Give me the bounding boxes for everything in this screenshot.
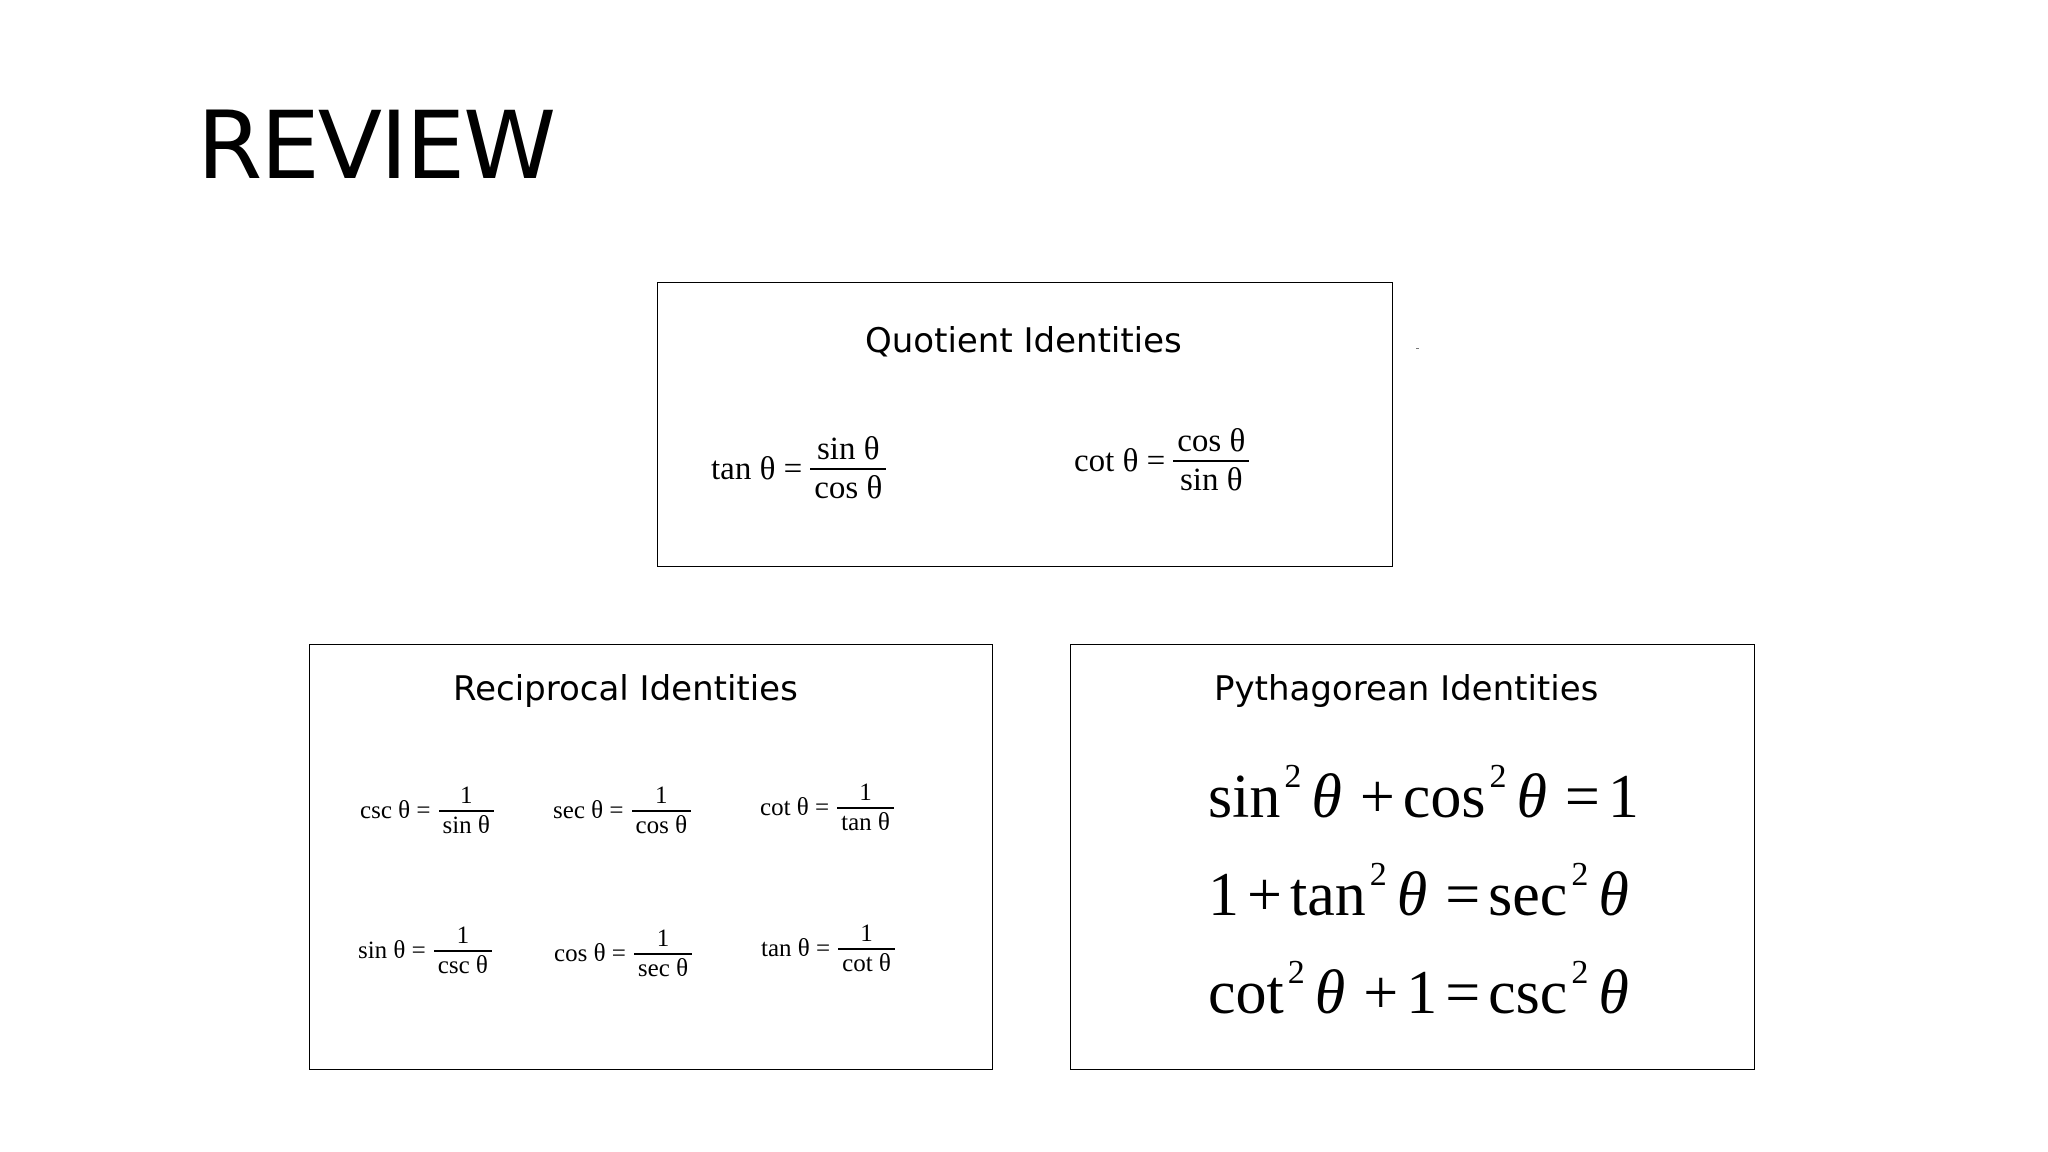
eq-lhs: cot θ = xyxy=(760,794,830,821)
operator: + xyxy=(1363,959,1399,1027)
reciprocal-eq-csc xyxy=(360,782,494,840)
operator: + xyxy=(1247,861,1282,929)
term: sec xyxy=(1488,861,1568,929)
reciprocal-eq-sin xyxy=(358,922,492,980)
denominator: cot θ xyxy=(842,950,891,977)
eq-lhs: sec θ = xyxy=(553,797,624,824)
fraction xyxy=(634,925,692,983)
numerator: 1 xyxy=(860,920,873,947)
exponent: 2 xyxy=(1287,954,1305,991)
pythagorean-identity-3 xyxy=(1208,954,1639,1029)
denominator: tan θ xyxy=(841,809,890,836)
fraction xyxy=(810,431,886,507)
fraction xyxy=(837,779,894,837)
denominator: sin θ xyxy=(1179,462,1243,498)
theta: θ xyxy=(1598,861,1629,929)
theta: θ xyxy=(1516,763,1547,831)
operator: = xyxy=(1564,763,1600,831)
exponent: 2 xyxy=(1489,758,1507,795)
pythagorean-identity-1 xyxy=(1208,758,1639,833)
theta: θ xyxy=(1311,763,1342,831)
eq-lhs: csc θ = xyxy=(360,797,431,824)
exponent: 2 xyxy=(1571,856,1589,893)
denominator: csc θ xyxy=(437,952,488,979)
numerator: 1 xyxy=(656,925,670,952)
reciprocal-eq-cot xyxy=(760,779,894,837)
reciprocal-eq-sec xyxy=(553,782,691,840)
denominator: cos θ xyxy=(635,812,688,839)
fraction xyxy=(434,922,492,980)
reciprocal-eq-tan xyxy=(761,920,895,978)
exponent: 2 xyxy=(1571,954,1589,991)
eq-lhs: cot θ = xyxy=(1074,442,1166,479)
denominator: cos θ xyxy=(814,470,883,506)
term: tan xyxy=(1289,861,1366,929)
exponent: 2 xyxy=(1284,758,1302,795)
quotient-eq-cot xyxy=(1074,423,1249,499)
term: cot xyxy=(1208,959,1284,1027)
term: sin xyxy=(1208,763,1281,831)
stray-mark xyxy=(1416,348,1419,349)
reciprocal-identities-box xyxy=(309,644,993,1070)
numerator: 1 xyxy=(456,922,470,949)
theta: θ xyxy=(1314,959,1346,1027)
fraction xyxy=(1173,423,1249,499)
quotient-eq-tan xyxy=(711,431,886,507)
operator: = xyxy=(1445,861,1481,929)
term: 1 xyxy=(1607,763,1639,831)
eq-lhs: tan θ = xyxy=(711,450,803,487)
operator: = xyxy=(1445,959,1481,1027)
exponent: 2 xyxy=(1369,856,1387,893)
theta: θ xyxy=(1396,861,1428,929)
numerator: 1 xyxy=(859,779,872,806)
theta: θ xyxy=(1598,959,1629,1027)
numerator: cos θ xyxy=(1177,423,1246,459)
term: cos xyxy=(1402,763,1486,831)
denominator: sec θ xyxy=(637,955,689,982)
operator: + xyxy=(1359,763,1395,831)
eq-lhs: tan θ = xyxy=(761,935,831,962)
fraction xyxy=(838,920,895,978)
reciprocal-eq-cos xyxy=(554,925,692,983)
reciprocal-identities-title: Reciprocal Identities xyxy=(453,669,798,709)
fraction xyxy=(439,782,494,840)
denominator: sin θ xyxy=(442,812,490,839)
eq-lhs: cos θ = xyxy=(554,940,626,967)
numerator: 1 xyxy=(655,782,668,809)
numerator: 1 xyxy=(459,782,473,809)
quotient-identities-box xyxy=(657,282,1393,567)
quotient-identities-title: Quotient Identities xyxy=(865,321,1182,361)
term: csc xyxy=(1488,959,1568,1027)
term: 1 xyxy=(1406,959,1438,1027)
slide-title: REVIEW xyxy=(197,92,555,201)
numerator: sin θ xyxy=(816,431,880,467)
eq-lhs: sin θ = xyxy=(358,937,426,964)
pythagorean-identities-title: Pythagorean Identities xyxy=(1214,669,1599,709)
term: 1 xyxy=(1208,861,1239,929)
pythagorean-identity-2 xyxy=(1208,856,1639,931)
fraction xyxy=(632,782,692,840)
